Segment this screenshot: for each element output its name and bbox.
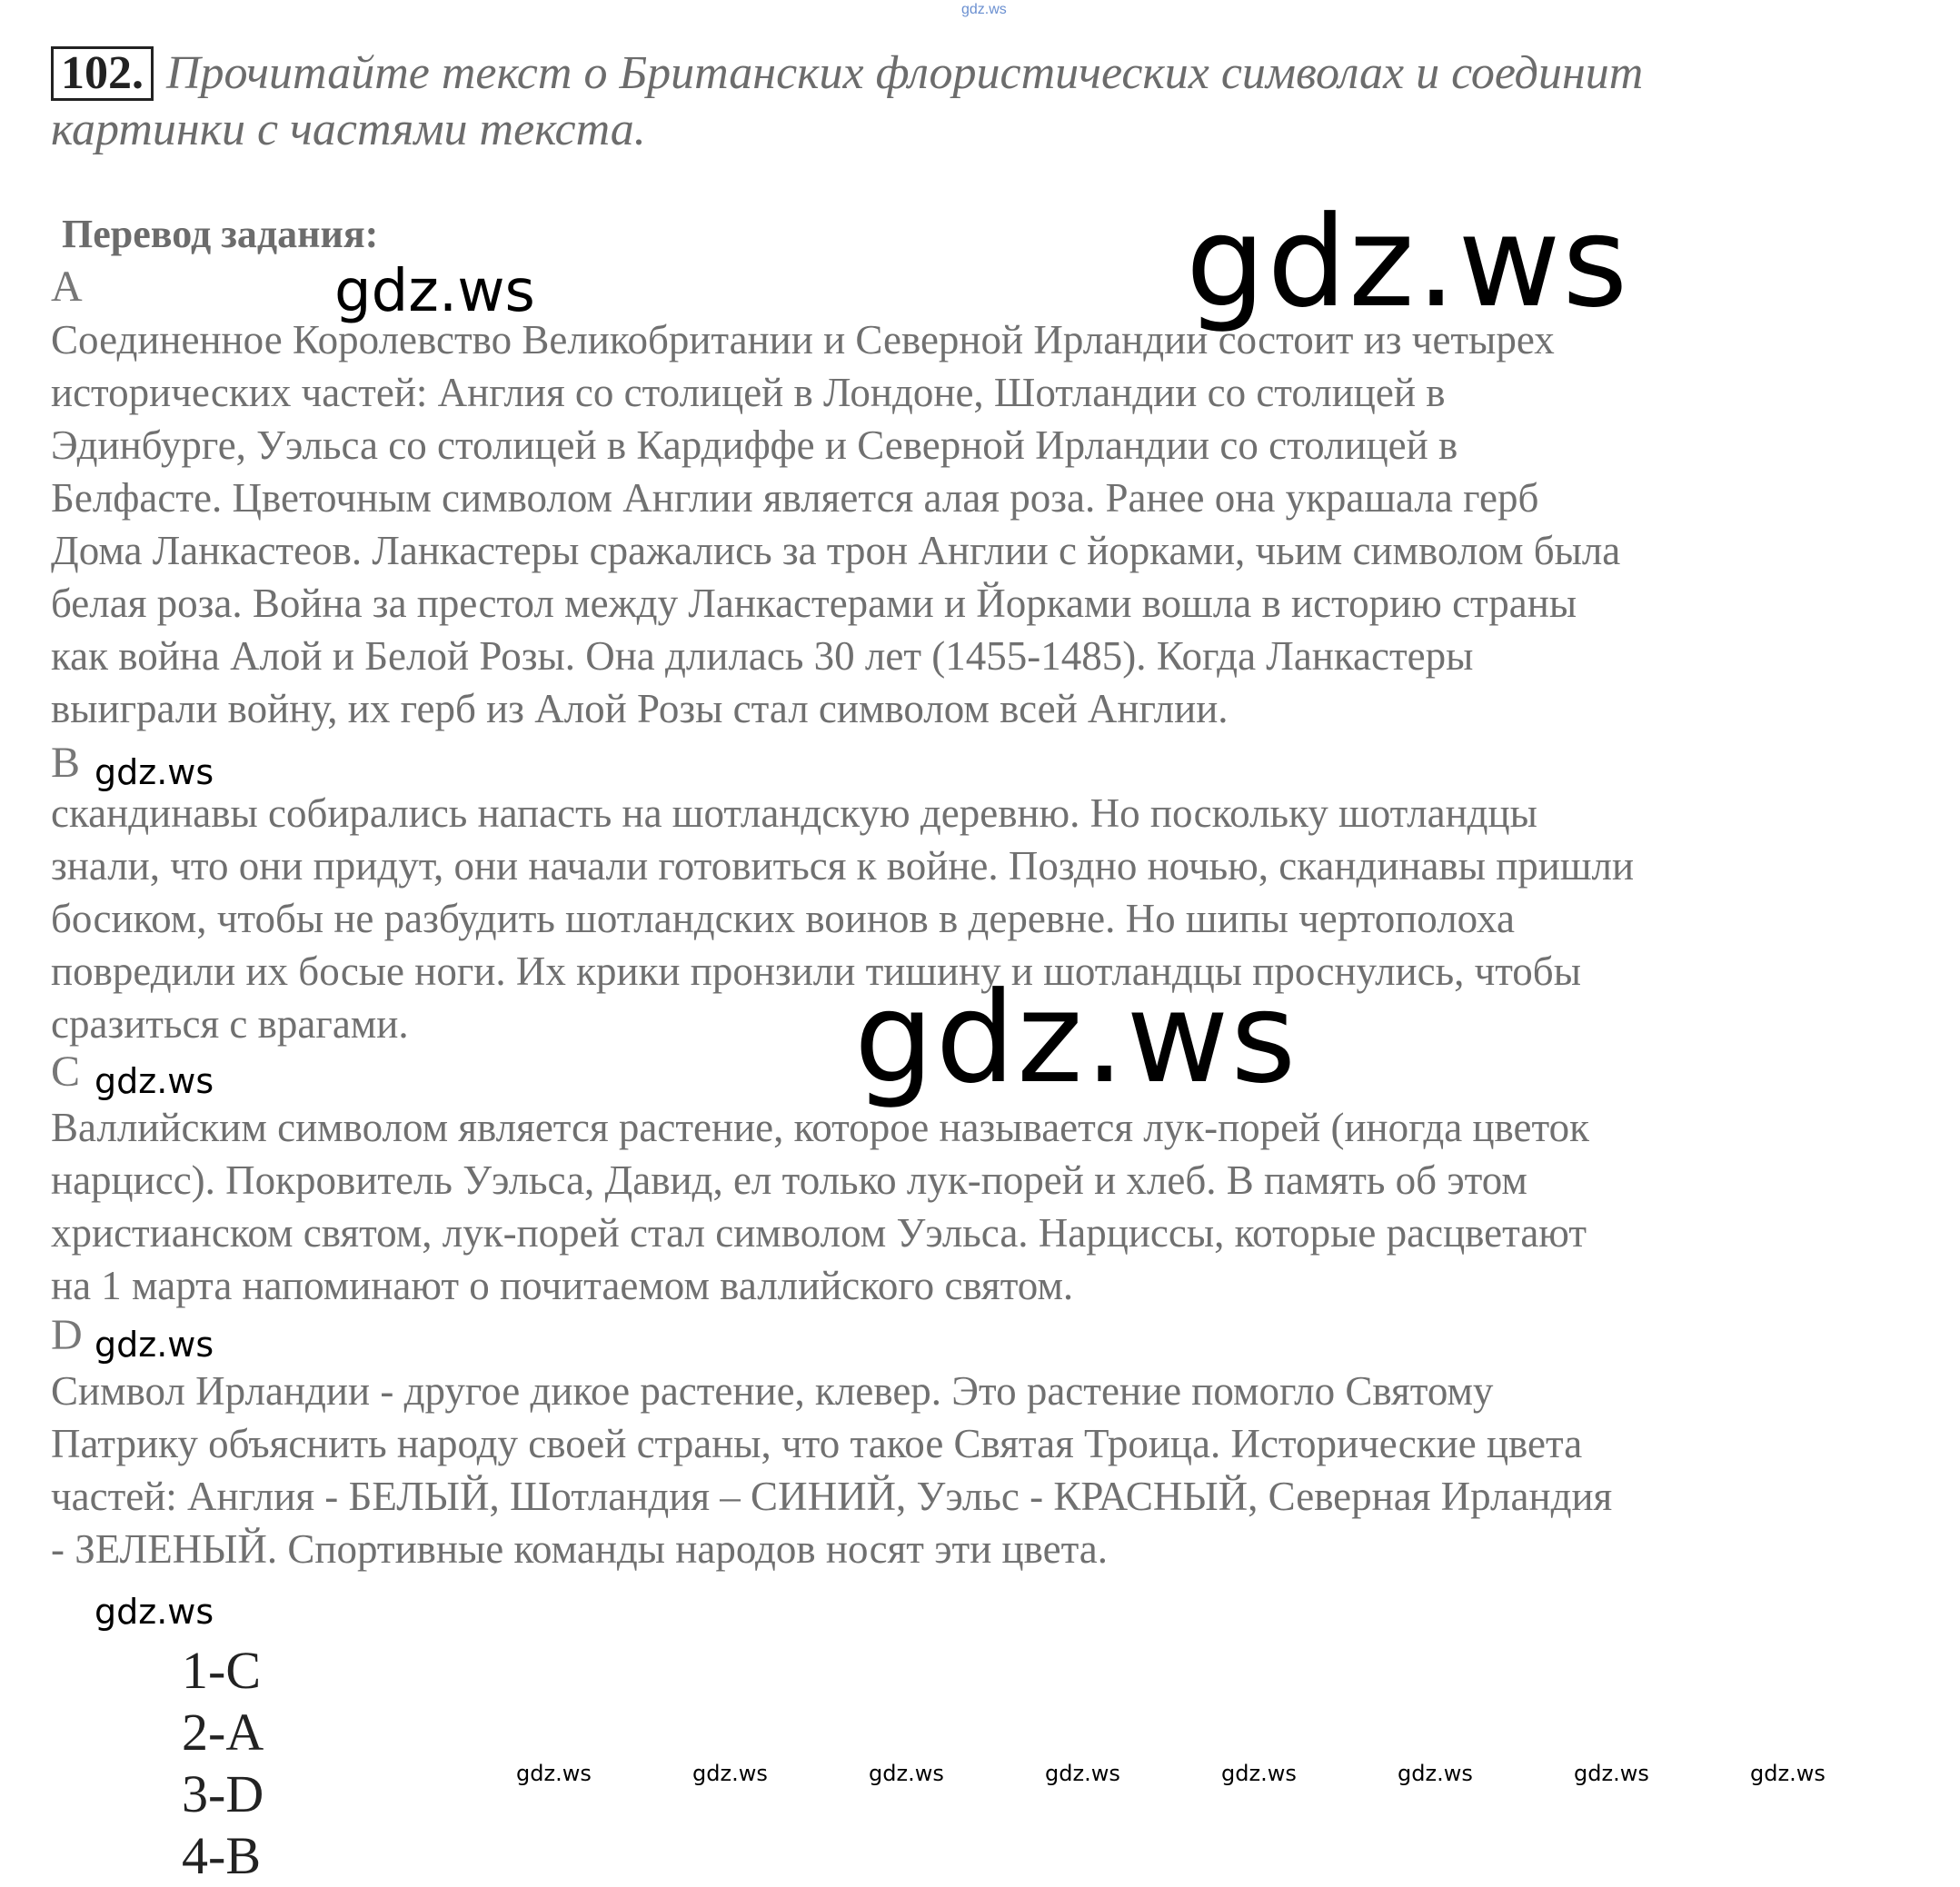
answer-item: 2-A [182,1703,264,1762]
section-d-text: Символ Ирландии - другое дикое растение, клевер. Это растение помогло Святому Патрику объяснить народу своей страны, что такое Святая Троица. Исторические цвета частей: Англия - БЕЛЫЙ, Шотландия – СИНИЙ, Уэльс - КРАСНЫЙ, Северная Ирландия - ЗЕЛЕНЫЙ. Спортивные команды народов носят эти цвета. [51,1368,1613,1572]
task-number: 102. [51,46,154,101]
answer-item: 3-D [182,1764,264,1823]
watermark-small: gdz.ws [95,752,214,792]
translation-heading: Перевод задания: [62,212,379,256]
watermark-small: gdz.ws [95,1061,214,1101]
section-b-letter: B [51,739,81,787]
watermark-top: gdz.ws [961,2,1007,17]
task-statement [51,45,1777,158]
watermark-footer: gdz.ws [869,1761,944,1786]
section-a-text: Соединенное Королевство Великобритании и Северной Ирландии состоит из четырех исторических частей: Англия со столицей в Лондоне, Шотландии со столицей в Эдинбурге, Уэльса со столицей в Кардиффе и Северной Ирландии со столицей в Белфасте. Цветочным символом Англии является алая роза. Ранее она украшала герб Дома Ланкастеов. Ланкастеры сражались за трон Англии с йорками, чьим символом была белая роза. Война за престол между Ланкастерами и Йорками вошла в историю страны как война Алой и Белой Розы. Она длилась 30 лет (1455-1485). Когда Ланкастеры выиграли войну, их герб из Алой Розы стал символом всей Англии. [51,317,1621,731]
watermark-footer: gdz.ws [1574,1761,1649,1786]
watermark-footer: gdz.ws [516,1761,592,1786]
watermark-medium: gdz.ws [334,258,535,325]
watermark-large: gdz.ws [854,965,1298,1111]
watermark-footer: gdz.ws [692,1761,768,1786]
watermark-small: gdz.ws [95,1325,214,1365]
watermark-footer: gdz.ws [1045,1761,1120,1786]
section-a-letter: A [51,263,83,311]
section-c-letter: C [51,1048,81,1096]
answer-list [182,1640,264,1887]
answer-item: 1-C [182,1641,261,1700]
watermark-small: gdz.ws [95,1592,214,1632]
watermark-footer: gdz.ws [1398,1761,1473,1786]
answer-item: 4-B [182,1826,261,1885]
section-b-text: скандинавы собирались напасть на шотландскую деревню. Но поскольку шотландцы знали, что они придут, они начали готовиться к войне. Поздно ночью, скандинавы пришли босиком, чтобы не разбудить шотландских воинов в деревне. Но шипы чертополоха повредили их босые ноги. Их крики пронзили тишину и шотландцы проснулись, чтобы сразиться с врагами. [51,790,1635,1047]
section-d-letter: D [51,1311,83,1359]
watermark-large: gdz.ws [1186,189,1630,335]
section-c-text: Валлийским символом является растение, которое называется лук-порей (иногда цветок нарцисс). Покровитель Уэльса, Давид, ел только лук-порей и хлеб. В память об этом христианском святом, лук-порей стал символом Уэльса. Нарциссы, которые расцветают на 1 марта напоминают о почитаемом валлийского святом. [51,1105,1589,1308]
watermark-footer: gdz.ws [1221,1761,1297,1786]
watermark-footer: gdz.ws [1750,1761,1826,1786]
task-text: Прочитайте текст о Британских флористических символах и соединит картинки с частями текста. [51,47,1644,155]
